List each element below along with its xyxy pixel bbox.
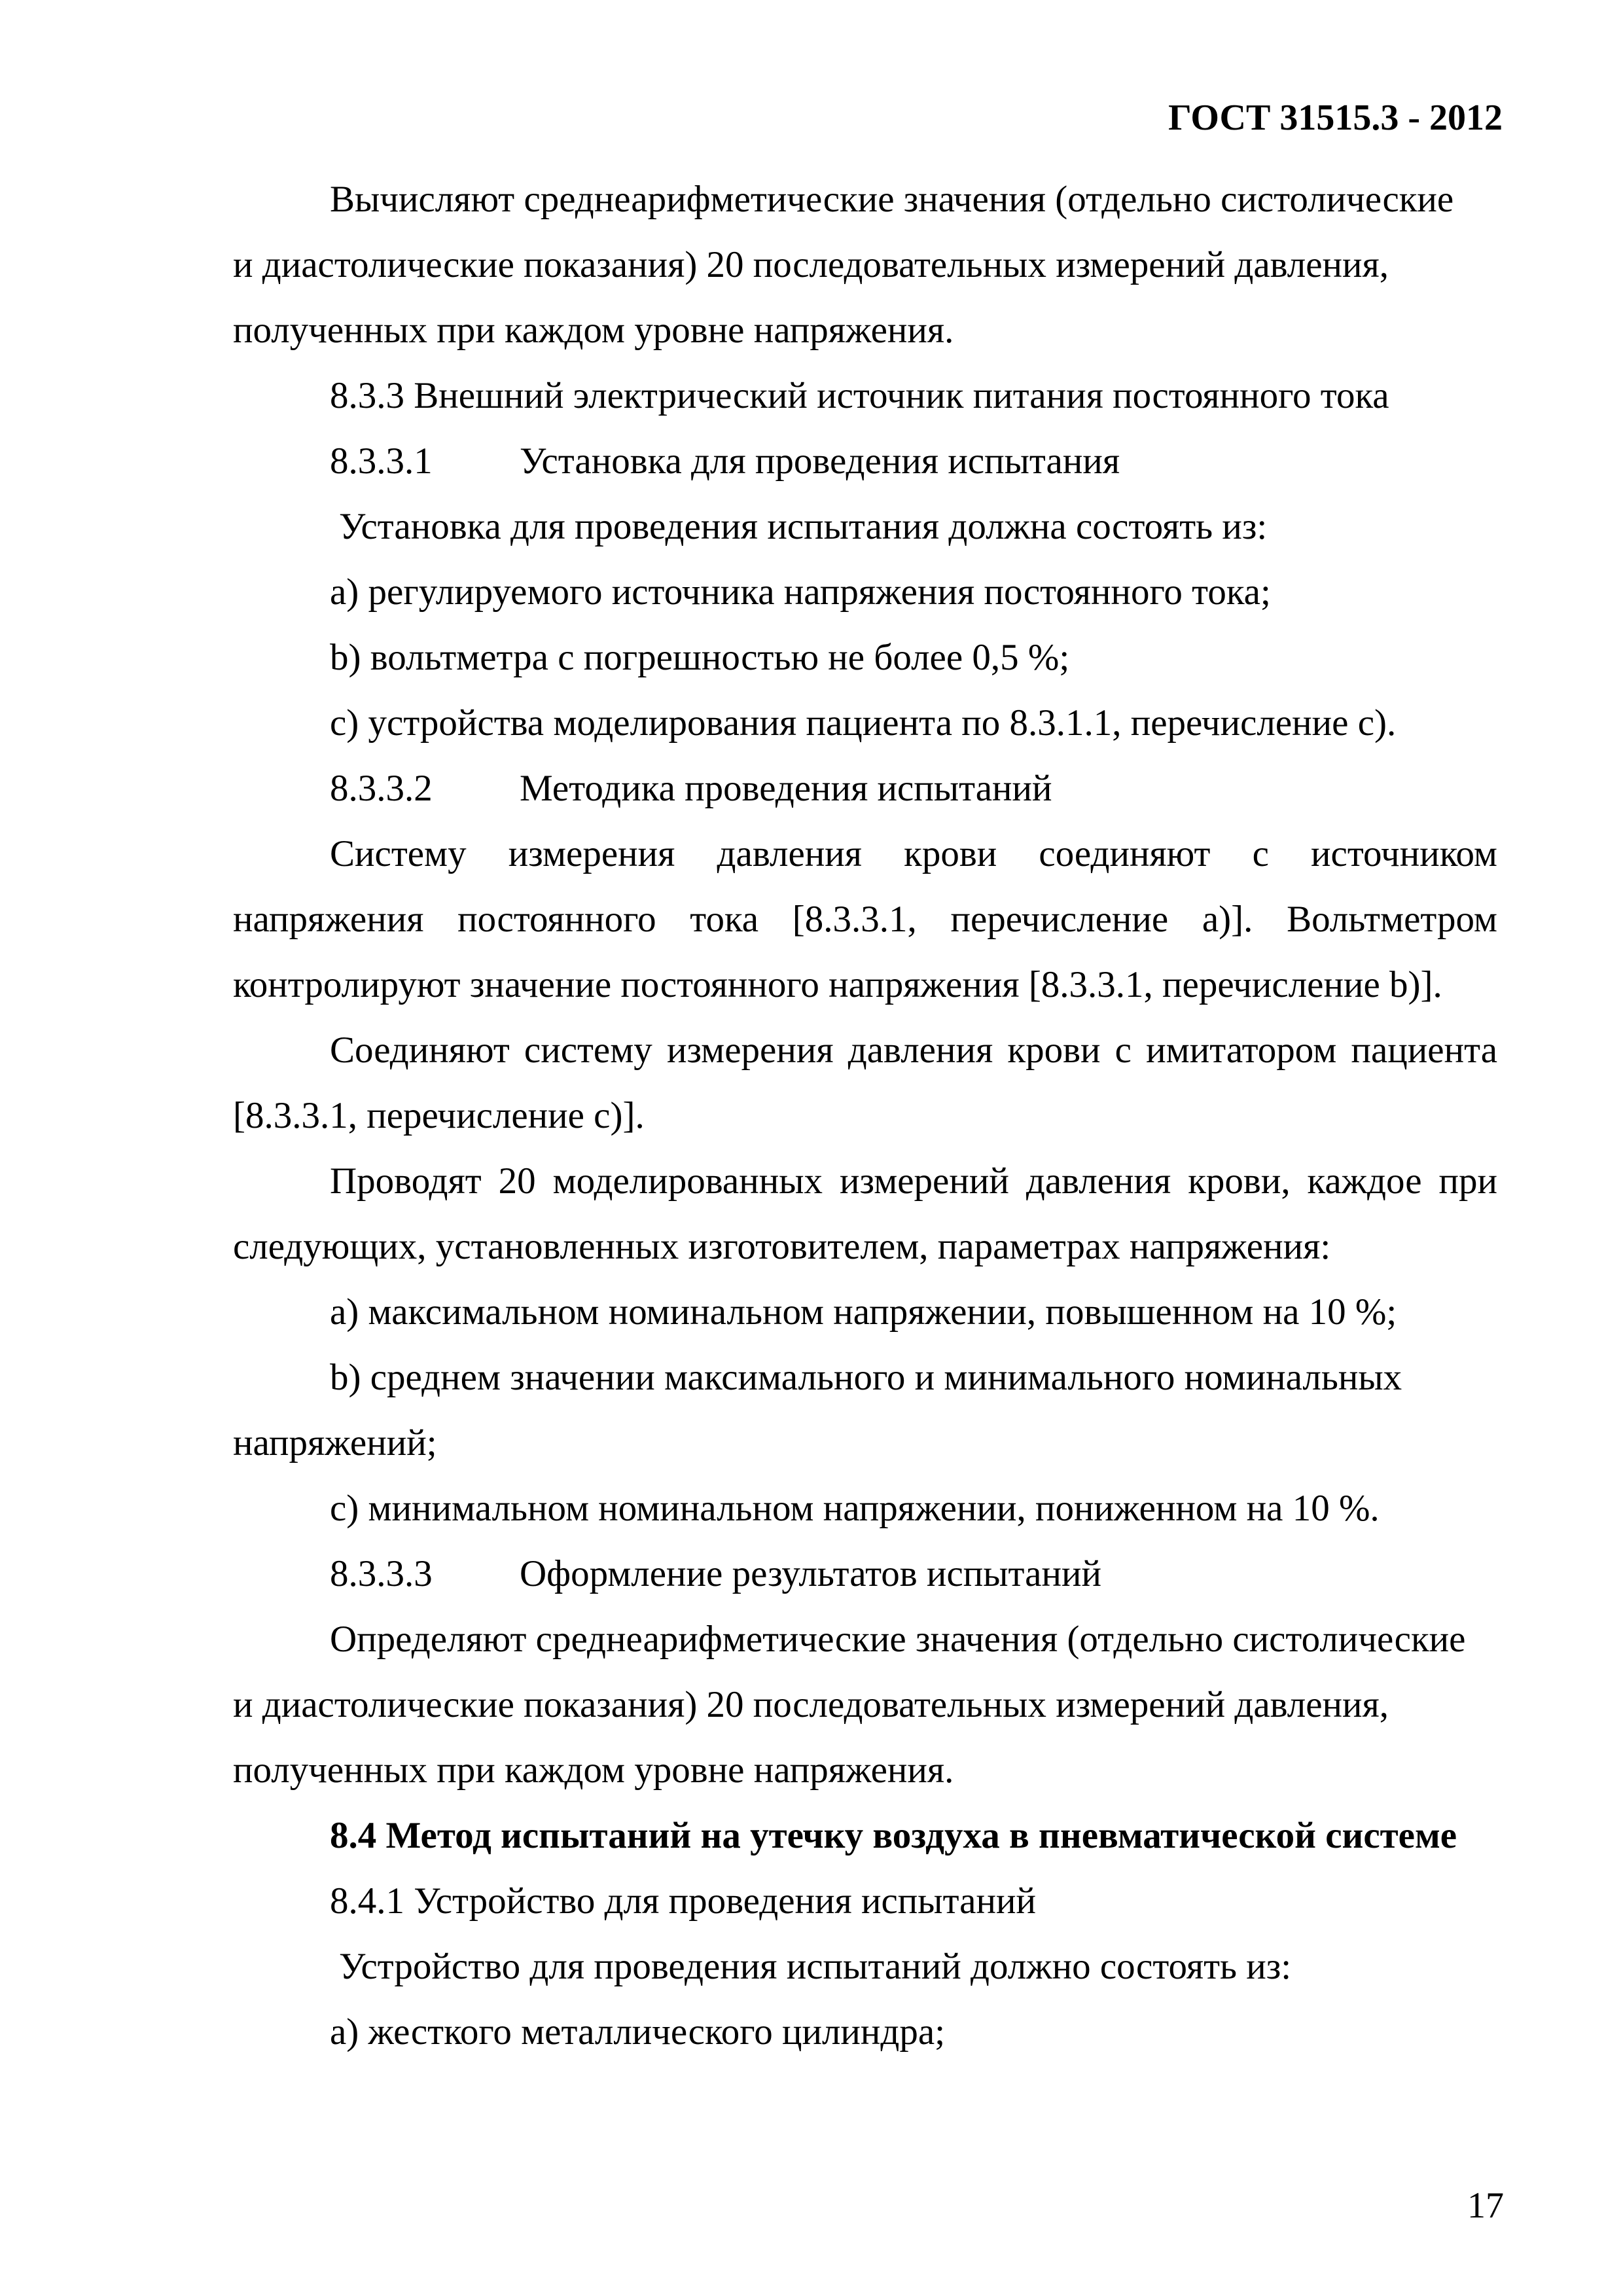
list-item: а) максимальном номинальном напряжении, повышенном на 10 %;	[330, 1291, 1397, 1333]
section-heading-8-3-3-2	[233, 756, 1497, 821]
paragraph-line: и диастолические показания) 20 последовательных измерений давления,	[233, 1684, 1389, 1725]
list-item: а) жесткого металлического цилиндра;	[330, 2011, 946, 2053]
list-item: b) вольтметра с погрешностью не более 0,5 %;	[330, 637, 1070, 678]
section-number: 8.3.3.2	[330, 768, 433, 809]
list-item: а) регулируемого источника напряжения постоянного тока;	[330, 571, 1271, 613]
paragraph-line: контролируют значение постоянного напряжения [8.3.3.1, перечисление b)].	[233, 964, 1442, 1005]
section-title: Методика проведения испытаний	[520, 768, 1052, 809]
list-item-continuation: напряжений;	[233, 1422, 437, 1463]
paragraph-line: Устройство для проведения испытаний должно состоять из:	[339, 1946, 1292, 1987]
document-designation: ГОСТ 31515.3 - 2012	[1168, 98, 1503, 138]
paragraph-line: следующих, установленных изготовителем, параметрах напряжения:	[233, 1226, 1331, 1267]
section-number: 8.3.3.1	[330, 440, 433, 482]
paragraph-line: напряжения постоянного тока [8.3.3.1, перечисление а)]. Вольтметром	[233, 899, 1497, 940]
paragraph-line: и диастолические показания) 20 последовательных измерений давления,	[233, 244, 1389, 285]
paragraph-line: Систему измерения давления крови соединяют с источником	[330, 833, 1497, 874]
paragraph-line: Проводят 20 моделированных измерений давления крови, каждое при	[330, 1160, 1497, 1202]
document-body	[233, 167, 1497, 2065]
list-item: с) минимальном номинальном напряжении, пониженном на 10 %.	[330, 1488, 1380, 1529]
section-number: 8.3.3.3	[330, 1553, 433, 1594]
section-heading-8-4: 8.4 Метод испытаний на утечку воздуха в пневматической системе	[330, 1815, 1457, 1856]
section-heading-8-3-3-1	[233, 429, 1497, 494]
list-item: b) среднем значении максимального и минимального номинальных	[330, 1357, 1402, 1398]
section-heading-8-3-3-3	[233, 1541, 1497, 1607]
section-title: Установка для проведения испытания	[520, 440, 1120, 482]
paragraph-line: Установка для проведения испытания должна состоять из:	[339, 506, 1268, 547]
list-item: с) устройства моделирования пациента по 8.3.1.1, перечисление с).	[330, 702, 1397, 744]
section-heading-8-3-3: 8.3.3 Внешний электрический источник питания постоянного тока	[330, 375, 1389, 416]
paragraph-line: Определяют среднеарифметические значения (отдельно систолические	[330, 1619, 1466, 1660]
section-title: Оформление результатов испытаний	[520, 1553, 1101, 1594]
page-number: 17	[1467, 2185, 1504, 2226]
paragraph-line: [8.3.3.1, перечисление с)].	[233, 1095, 645, 1136]
section-heading-8-4-1: 8.4.1 Устройство для проведения испытаний	[330, 1880, 1036, 1922]
paragraph-line: полученных при каждом уровне напряжения.	[233, 1749, 954, 1791]
paragraph-line: полученных при каждом уровне напряжения.	[233, 310, 954, 351]
paragraph-line: Вычисляют среднеарифметические значения (отдельно систолические	[330, 179, 1454, 220]
paragraph-line: Соединяют систему измерения давления крови с имитатором пациента	[330, 1030, 1497, 1071]
